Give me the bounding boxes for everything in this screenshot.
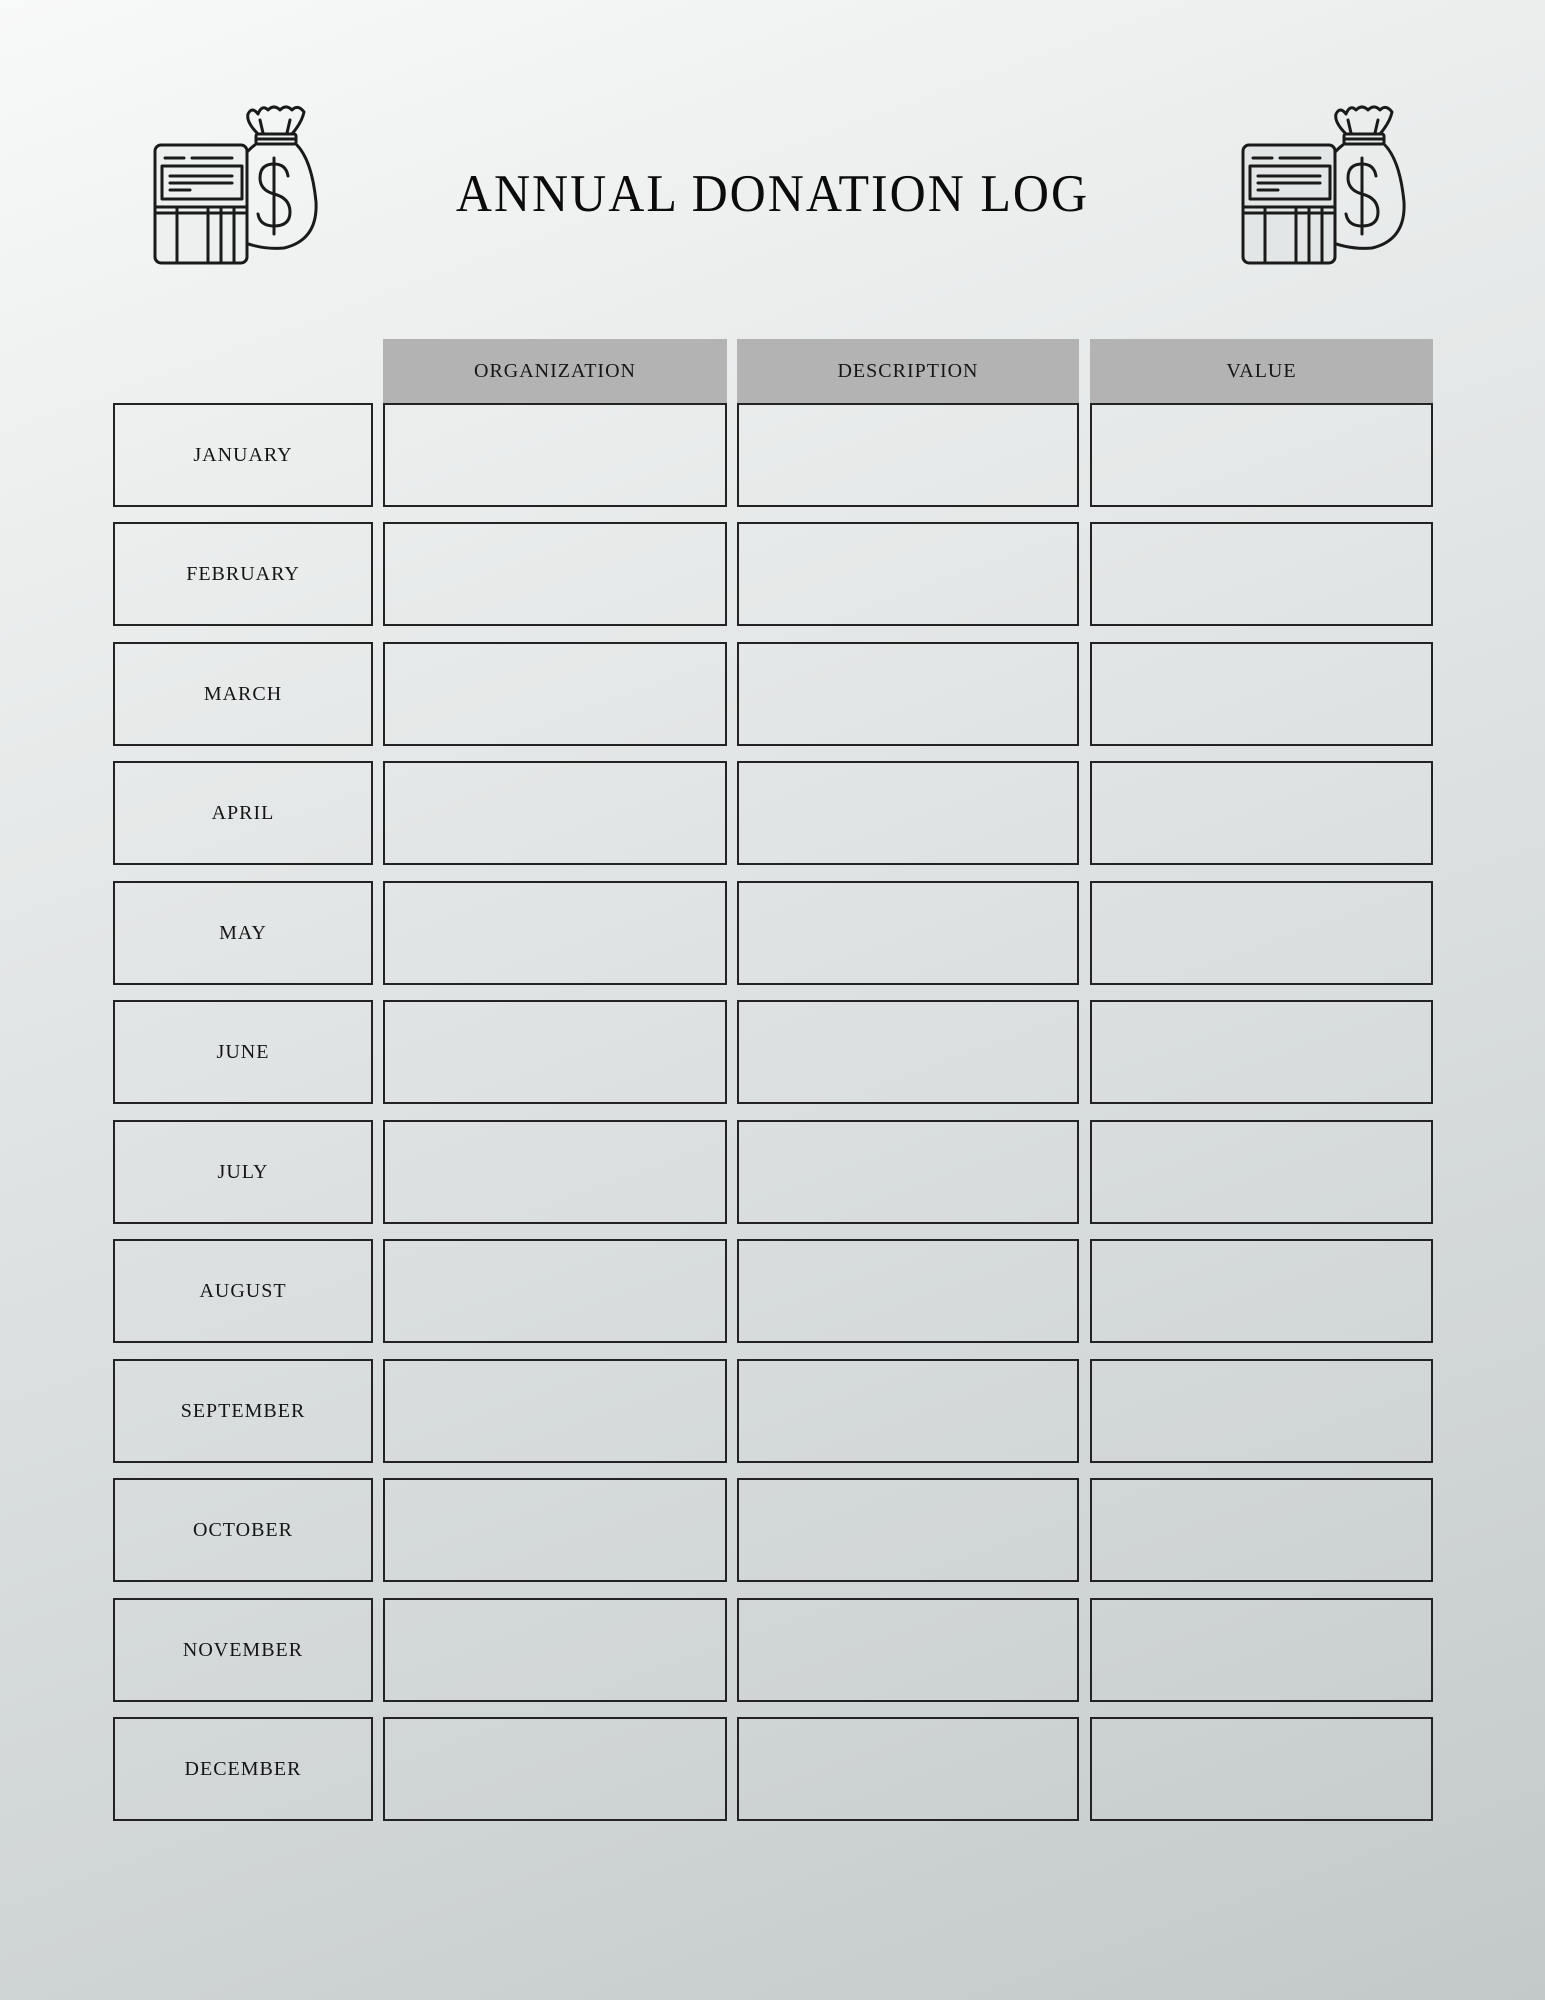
organization-field[interactable]: [383, 1478, 727, 1582]
value-field[interactable]: [1090, 761, 1433, 865]
value-field[interactable]: [1090, 1120, 1433, 1224]
column-header-description: DESCRIPTION: [737, 339, 1079, 403]
description-field[interactable]: [737, 1717, 1079, 1821]
value-field[interactable]: [1090, 522, 1433, 626]
value-field[interactable]: [1090, 881, 1433, 985]
month-label: JANUARY: [113, 403, 373, 507]
month-label: APRIL: [113, 761, 373, 865]
organization-field[interactable]: [383, 1717, 727, 1821]
organization-field[interactable]: [383, 1239, 727, 1343]
month-label: NOVEMBER: [113, 1598, 373, 1702]
value-field[interactable]: [1090, 1598, 1433, 1702]
description-field[interactable]: [737, 761, 1079, 865]
organization-field[interactable]: [383, 403, 727, 507]
month-label: MAY: [113, 881, 373, 985]
organization-field[interactable]: [383, 642, 727, 746]
month-label: OCTOBER: [113, 1478, 373, 1582]
organization-field[interactable]: [383, 1359, 727, 1463]
value-field[interactable]: [1090, 1239, 1433, 1343]
month-label: FEBRUARY: [113, 522, 373, 626]
organization-field[interactable]: [383, 522, 727, 626]
month-label: SEPTEMBER: [113, 1359, 373, 1463]
value-field[interactable]: [1090, 1478, 1433, 1582]
description-field[interactable]: [737, 642, 1079, 746]
month-label: DECEMBER: [113, 1717, 373, 1821]
description-field[interactable]: [737, 1120, 1079, 1224]
description-field[interactable]: [737, 522, 1079, 626]
calculator-money-bag-icon: [1238, 100, 1408, 268]
column-header-organization: ORGANIZATION: [383, 339, 727, 403]
description-field[interactable]: [737, 1359, 1079, 1463]
value-field[interactable]: [1090, 1359, 1433, 1463]
organization-field[interactable]: [383, 1000, 727, 1104]
value-field[interactable]: [1090, 403, 1433, 507]
month-label: JULY: [113, 1120, 373, 1224]
organization-field[interactable]: [383, 1120, 727, 1224]
month-label: JUNE: [113, 1000, 373, 1104]
organization-field[interactable]: [383, 761, 727, 865]
description-field[interactable]: [737, 1000, 1079, 1104]
description-field[interactable]: [737, 1478, 1079, 1582]
description-field[interactable]: [737, 1598, 1079, 1702]
page-title: ANNUAL DONATION LOG: [455, 163, 1090, 223]
description-field[interactable]: [737, 881, 1079, 985]
month-label: MARCH: [113, 642, 373, 746]
value-field[interactable]: [1090, 1717, 1433, 1821]
value-field[interactable]: [1090, 642, 1433, 746]
month-label: AUGUST: [113, 1239, 373, 1343]
description-field[interactable]: [737, 1239, 1079, 1343]
value-field[interactable]: [1090, 1000, 1433, 1104]
organization-field[interactable]: [383, 881, 727, 985]
column-header-value: VALUE: [1090, 339, 1433, 403]
organization-field[interactable]: [383, 1598, 727, 1702]
description-field[interactable]: [737, 403, 1079, 507]
